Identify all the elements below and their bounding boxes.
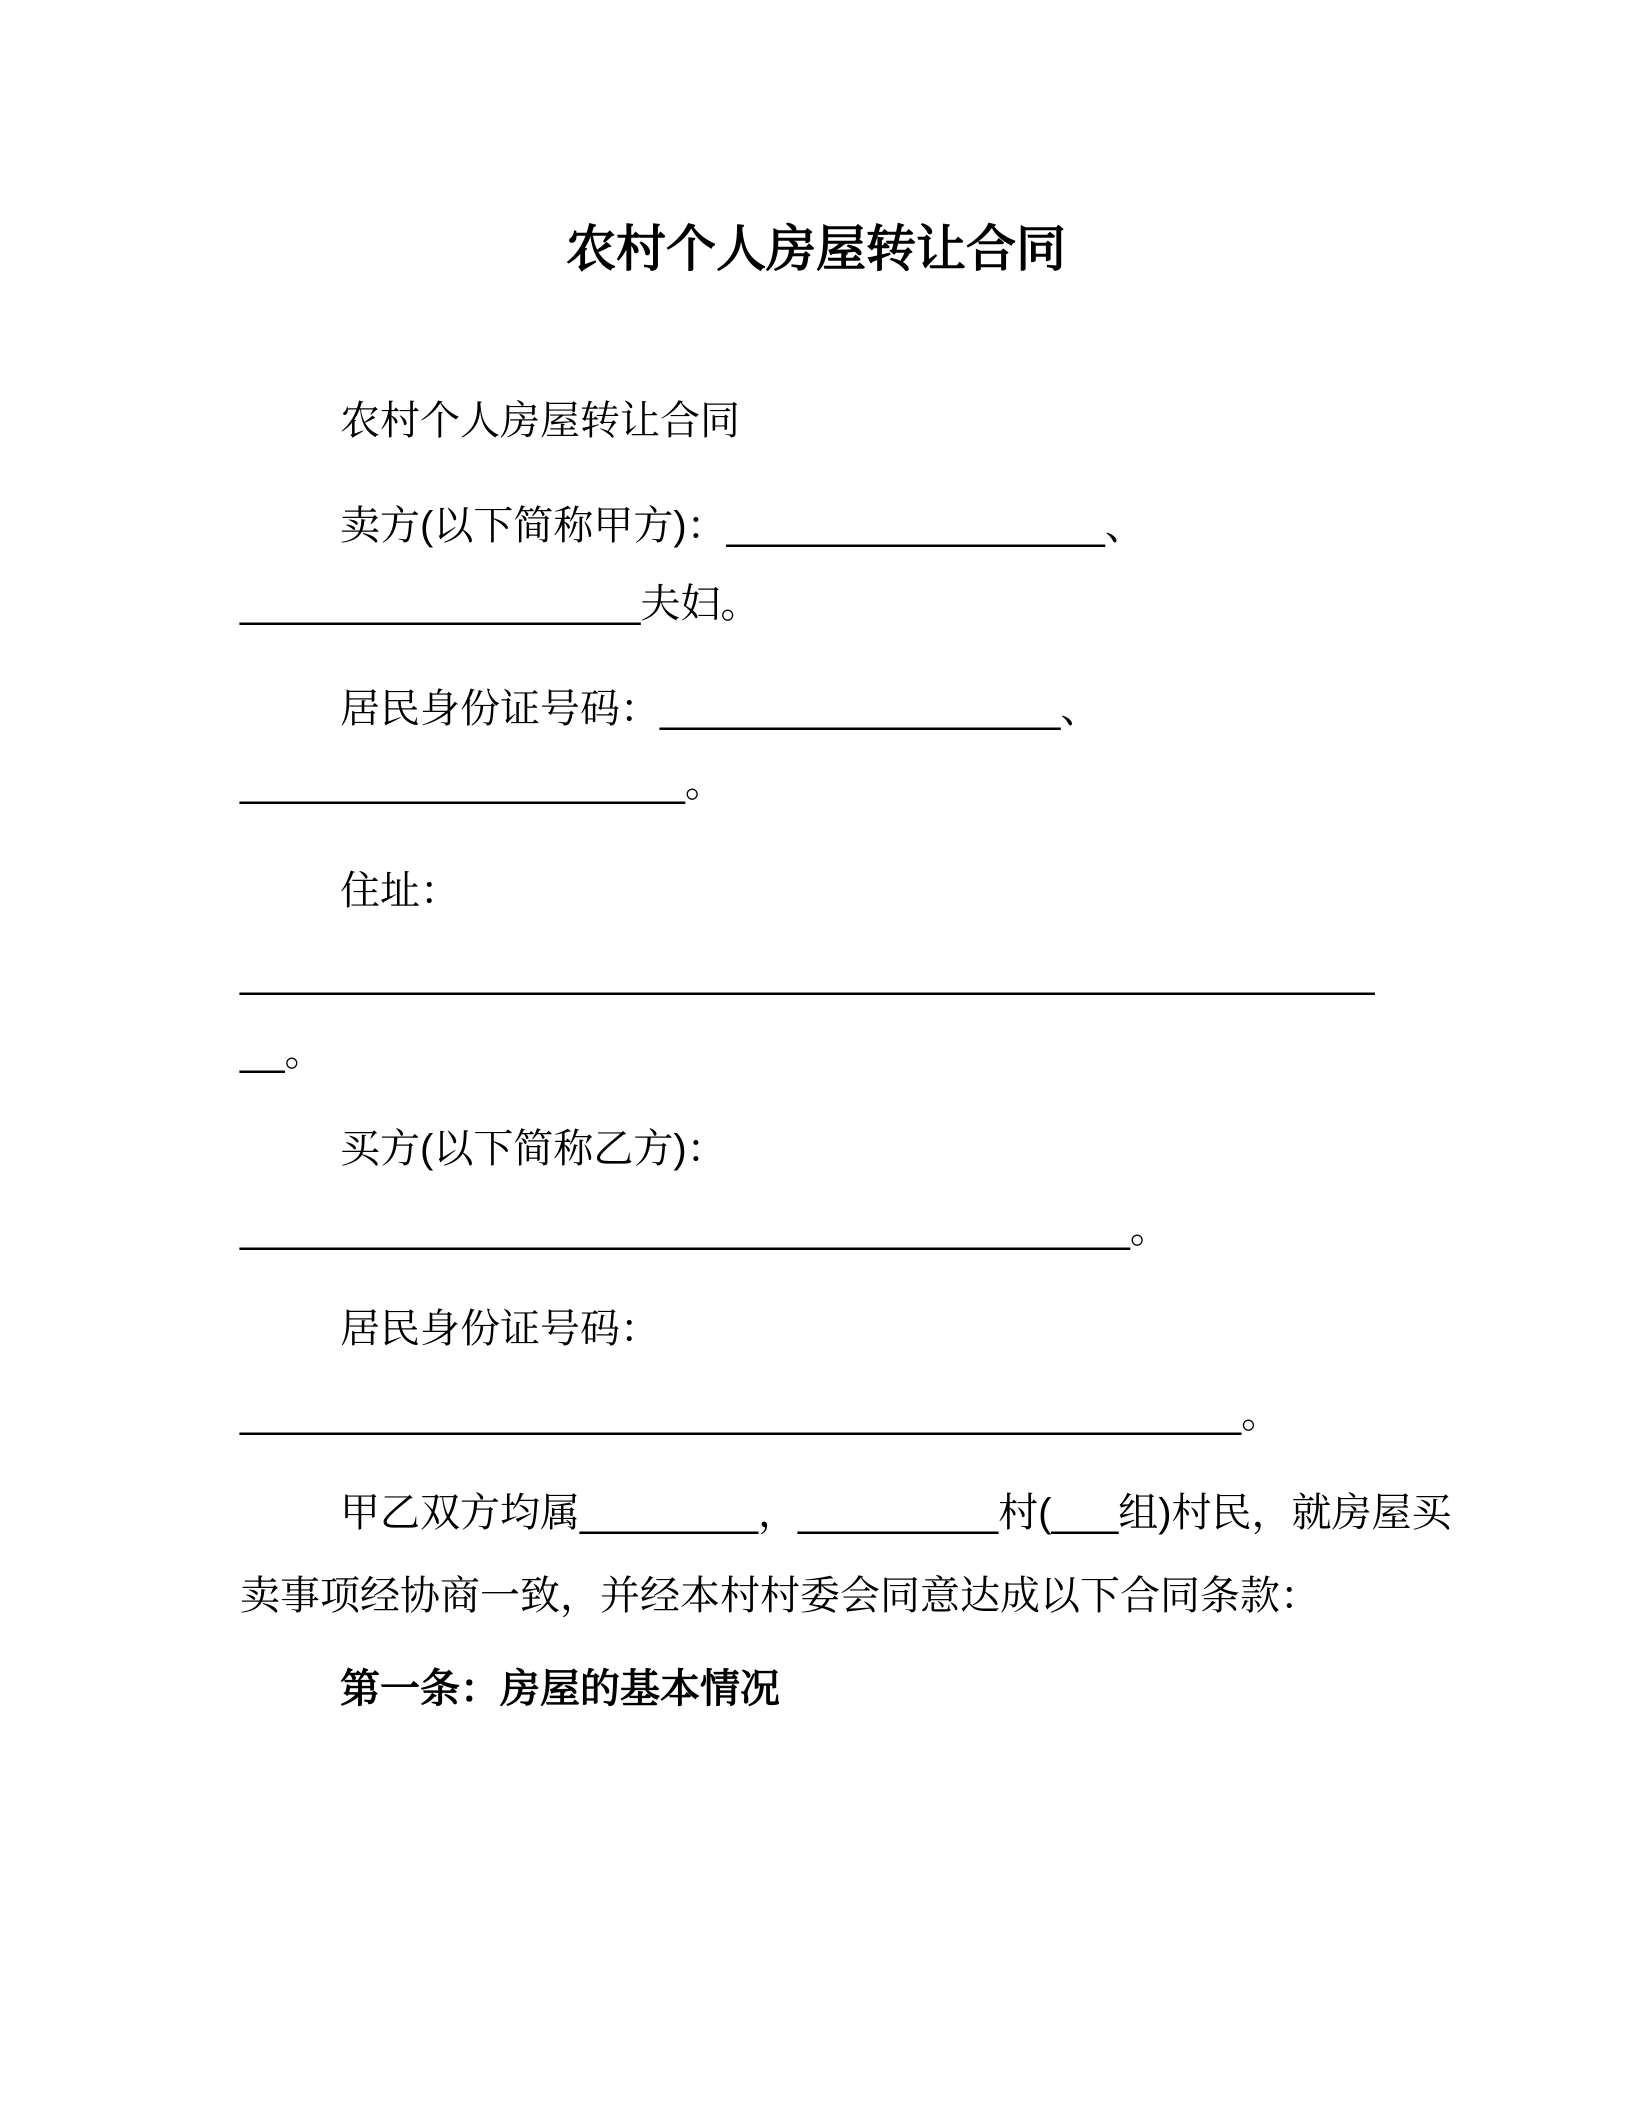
address-blank-end-line: __。 <box>240 1030 325 1074</box>
buyer-label-line: 买方(以下简称乙方)： <box>340 1127 727 1171</box>
seller-label-line: 卖方(以下简称甲方)：_________________、 <box>340 504 1145 548</box>
buyer-id-blank-line: _____________________________________________。 <box>240 1392 1282 1436</box>
buyer-id-label-line: 居民身份证号码： <box>340 1307 660 1351</box>
document-title: 农村个人房屋转让合同 <box>566 221 1066 277</box>
subtitle-line: 农村个人房屋转让合同 <box>340 399 740 443</box>
buyer-blank-line: ________________________________________。 <box>240 1207 1170 1251</box>
seller-couple-blank-line: __________________夫妇。 <box>240 582 761 626</box>
article-1-heading: 第一条：房屋的基本情况 <box>340 1667 780 1711</box>
seller-id-label-line: 居民身份证号码：__________________、 <box>340 687 1101 731</box>
seller-id-blank-line: ____________________。 <box>240 761 725 805</box>
address-label-line: 住址： <box>340 869 460 913</box>
parties-village-line: 甲乙双方均属________，_________村(___组)村民，就房屋买 <box>340 1491 1452 1535</box>
agreement-clause-line: 卖事项经协商一致，并经本村村委会同意达成以下合同条款： <box>240 1574 1320 1618</box>
address-blank-line: ___________________________________________________ <box>240 952 1375 996</box>
